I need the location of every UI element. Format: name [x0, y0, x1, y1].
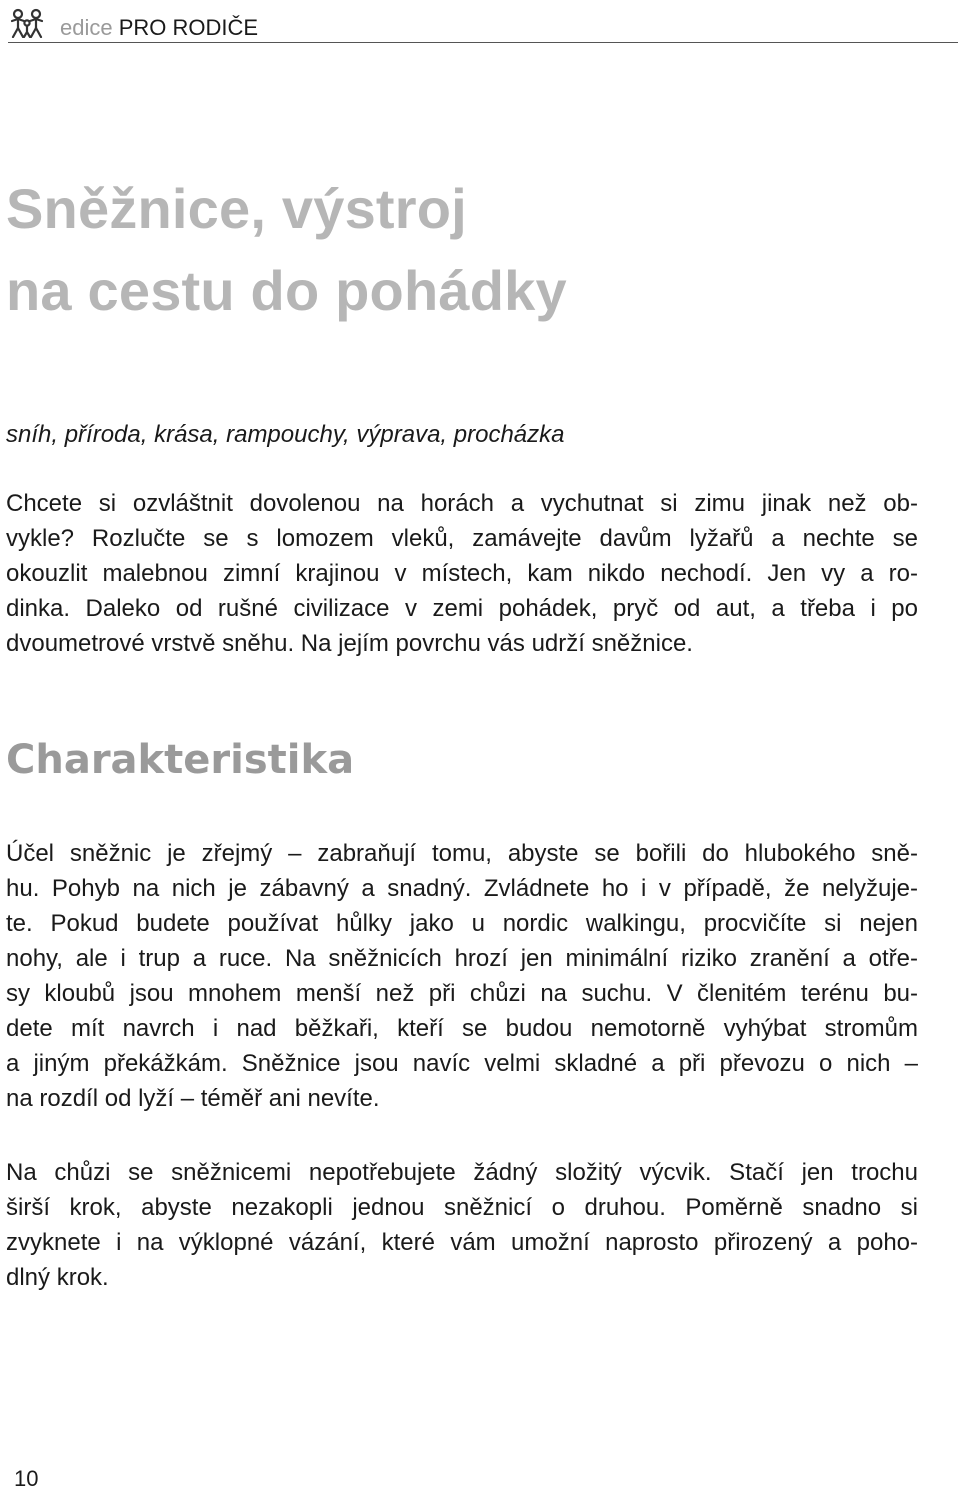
- text-line: dete mít navrch i nad běžkaři, kteří se budou nemotorně vyhýbat stromům: [6, 1015, 918, 1042]
- text-line: širší krok, abyste nezakopli jednou sněžnicí o druhou. Poměrně snadno si: [6, 1194, 918, 1221]
- title-line: Sněžnice, výstroj: [6, 177, 467, 240]
- text-line: na rozdíl od lyží – téměř ani nevíte.: [6, 1085, 380, 1112]
- text-line: dlný krok.: [6, 1264, 109, 1291]
- body-paragraph: [6, 1155, 918, 1295]
- header-divider: [8, 42, 958, 43]
- series-name: PRO RODIČE: [118, 15, 259, 40]
- text-line: te. Pokud budete používat hůlky jako u nordic walkingu, procvičíte si nejen: [6, 910, 918, 937]
- text-line: Chcete si ozvláštnit dovolenou na horách a vychutnat si zimu jinak než ob-: [6, 490, 918, 517]
- text-line: dvoumetrové vrstvě sněhu. Na jejím povrchu vás udrží sněžnice.: [6, 630, 693, 657]
- title-line: na cestu do pohádky: [6, 259, 567, 322]
- text-line: Účel sněžnic je zřejmý – zabraňují tomu, abyste se bořili do hlubokého sně-: [6, 840, 918, 867]
- body-paragraph: [6, 836, 918, 1116]
- text-line: a jiným překážkám. Sněžnice jsou navíc velmi skladné a při převozu o nich –: [6, 1050, 918, 1077]
- intro-paragraph: [6, 486, 918, 661]
- keywords-line: sníh, příroda, krása, rampouchy, výprava, procházka: [6, 421, 565, 448]
- family-figures-icon: [8, 8, 48, 38]
- text-line: okouzlit malebnou zimní krajinou v místech, kam nikdo nechodí. Jen vy a ro-: [6, 560, 918, 587]
- page-header: [8, 8, 958, 44]
- text-line: hu. Pohyb na nich je zábavný a snadný. Zvládnete ho i v případě, že nelyžuje-: [6, 875, 918, 902]
- text-line: dinka. Daleko od rušné civilizace v zemi pohádek, pryč od aut, a třeba i po: [6, 595, 918, 622]
- text-line: nohy, ale i trup a ruce. Na sněžnicích hrozí jen minimální riziko zranění a otře-: [6, 945, 918, 972]
- page-number: 10: [14, 1466, 39, 1491]
- text-line: vykle? Rozlučte se s lomozem vleků, zamávejte davům lyžařů a nechte se: [6, 525, 918, 552]
- article-title: [6, 168, 567, 332]
- series-prefix: edice: [60, 15, 113, 40]
- series-label: [60, 14, 258, 42]
- text-line: Na chůzi se sněžnicemi nepotřebujete žádný složitý výcvik. Stačí jen trochu: [6, 1159, 918, 1186]
- text-line: zvyknete i na výklopné vázání, které vám umožní naprosto přirozený a poho-: [6, 1229, 918, 1256]
- text-line: sy kloubů jsou mnohem menší než při chůzi na suchu. V členitém terénu bu-: [6, 980, 918, 1007]
- section-heading: Charakteristika: [6, 737, 355, 783]
